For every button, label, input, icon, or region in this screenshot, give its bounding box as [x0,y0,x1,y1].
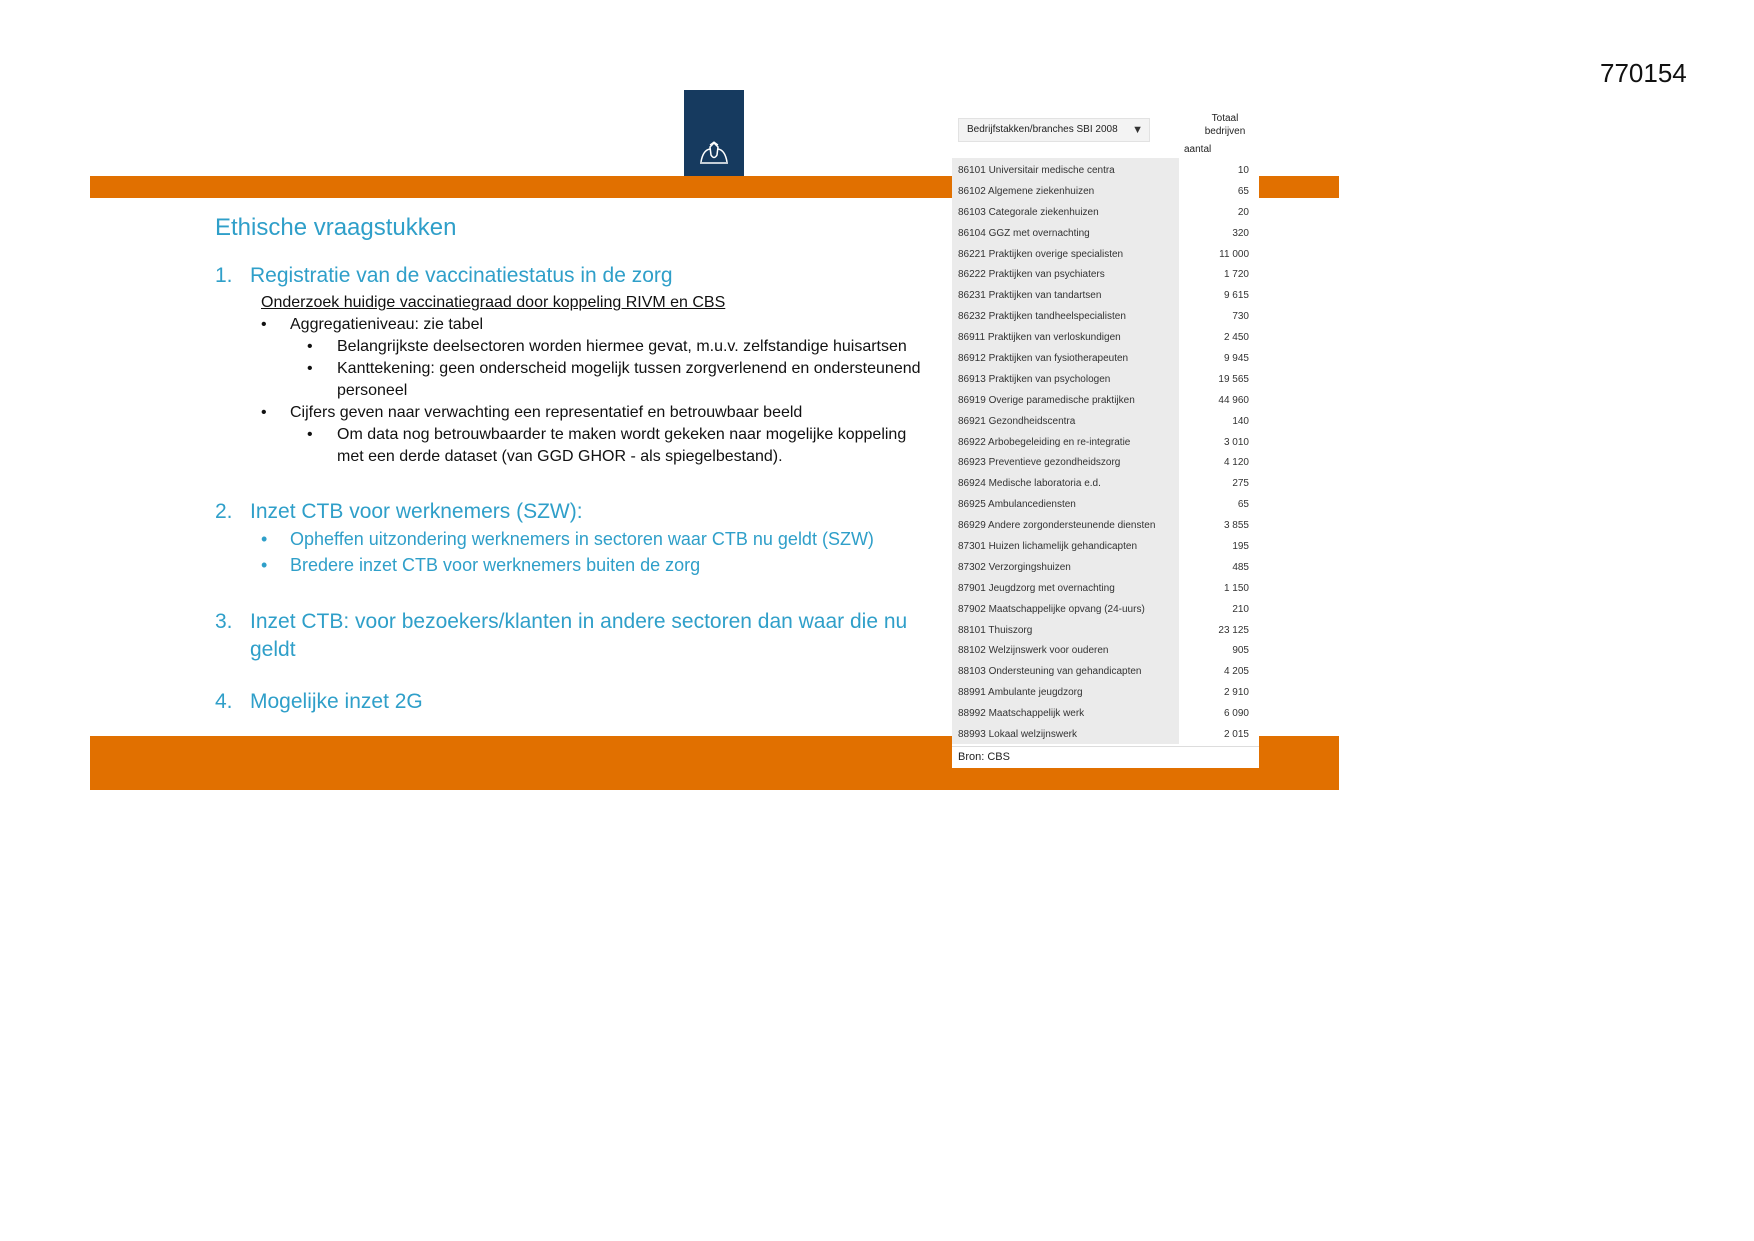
bullet-text: Aggregatieniveau: zie tabel [290,316,484,333]
row-value: 275 [1232,478,1249,490]
row-label: 88991 Ambulante jeugdzorg [958,687,1083,699]
row-value: 2 015 [1223,729,1249,741]
table-row [952,391,1259,412]
section-number: 1. [215,264,233,287]
row-label: 86222 Praktijken van psychiaters [958,269,1105,281]
row-value: 44 960 [1218,394,1249,406]
row-label: 88992 Maatschappelijk werk [958,708,1085,720]
row-label: 87901 Jeugdzorg met overnachting [958,582,1115,594]
row-label: 87902 Maatschappelijke opvang (24-uurs) [958,603,1145,615]
bullet-glyph: • [261,529,268,549]
row-label: 88993 Lokaal welzijnswerk [958,729,1077,741]
table-row [952,307,1259,328]
section-heading [215,608,935,664]
table-row [952,683,1259,704]
bullet-text: Bredere inzet CTB voor werknemers buiten de zorg [290,555,701,575]
row-value: 195 [1232,541,1249,553]
section-heading [215,688,935,716]
table-source: Bron: CBS [952,746,1259,766]
filter-label: Bedrijfstakken/branches SBI 2008 [967,124,1118,135]
row-label: 86922 Arbobegeleiding en re-integratie [958,436,1131,448]
row-label: 86925 Ambulancediensten [958,499,1076,511]
bullet-glyph: • [307,338,313,355]
coat-of-arms-icon [697,140,731,166]
section-number: 4. [215,690,233,713]
bullet-text: Om data nog betrouwbaarder te maken wordt gekeken naar mogelijke koppeling met een derde dataset (van GGD GHOR - als spiegelbestand). [337,426,907,465]
column-header: Totaal bedrijven [1204,113,1246,137]
rijksoverheid-logo [684,90,744,176]
bullet-item [215,314,935,336]
table-row [952,600,1259,621]
bullet-item [215,552,935,578]
sub-bullet-item [215,424,935,468]
sub-bullet-item [215,336,935,358]
slide-title: Ethische vraagstukken [215,214,457,241]
row-value: 1 720 [1223,269,1249,281]
row-label: 86929 Andere zorgondersteunende diensten [958,520,1156,532]
section-heading-text: Inzet CTB voor werknemers (SZW): [250,500,583,523]
row-label: 86104 GGZ met overnachting [958,227,1090,239]
table-row [952,725,1259,746]
row-label: 86102 Algemene ziekenhuizen [958,185,1095,197]
row-value: 65 [1237,185,1249,197]
table-row [952,474,1259,495]
row-value: 3 010 [1223,436,1249,448]
row-value: 6 090 [1223,708,1249,720]
row-label: 88103 Ondersteuning van gehandicapten [958,666,1142,678]
row-value: 140 [1232,415,1249,427]
row-value: 9 945 [1223,353,1249,365]
row-value: 23 125 [1218,624,1249,636]
bullet-item [215,402,935,424]
row-label: 86232 Praktijken tandheelspecialisten [958,311,1126,323]
row-label: 86231 Praktijken van tandartsen [958,290,1102,302]
row-label: 86101 Universitair medische centra [958,165,1115,176]
table-row [952,621,1259,642]
row-label: 86923 Preventieve gezondheidszorg [958,457,1121,469]
row-label: 86221 Praktijken overige specialisten [958,248,1124,260]
sbi-filter-button[interactable] [958,118,1150,142]
row-value: 485 [1232,561,1249,573]
table-row [952,662,1259,683]
table-row [952,537,1259,558]
bullet-text: Kanttekening: geen onderscheid mogelijk tussen zorgverlenend en ondersteunend personeel [337,360,921,399]
section-heading [215,498,935,526]
table-row [952,641,1259,662]
section-number: 2. [215,500,233,523]
row-label: 86921 Gezondheidscentra [958,415,1076,427]
cbs-table-panel [952,108,1259,768]
row-label: 86919 Overige paramedische praktijken [958,394,1135,406]
table-row [952,182,1259,203]
table-row [952,328,1259,349]
row-value: 1 150 [1223,582,1249,594]
table-row [952,224,1259,245]
section-heading-text: Inzet CTB: voor bezoekers/klanten in andere sectoren dan waar die nu geldt [250,610,908,661]
row-value: 4 120 [1223,457,1249,469]
bullet-glyph: • [261,316,267,333]
table-rows [952,161,1259,746]
bullet-text: Belangrijkste deelsectoren worden hiermee gevat, m.u.v. zelfstandige huisartsen [337,338,907,355]
section-heading [215,262,935,290]
row-label: 86103 Categorale ziekenhuizen [958,206,1099,218]
table-row [952,245,1259,266]
document-number: 770154 [1600,58,1687,88]
bullet-glyph: • [307,426,313,443]
table-row [952,579,1259,600]
row-value: 19 565 [1218,373,1249,385]
row-value: 20 [1237,206,1249,218]
table-row [952,495,1259,516]
table-row [952,558,1259,579]
table-row [952,370,1259,391]
bullet-glyph: • [261,404,267,421]
section-heading-text: Mogelijke inzet 2G [250,690,423,713]
row-value: 9 615 [1223,290,1249,302]
table-row [952,203,1259,224]
section-subtitle: Onderzoek huidige vaccinatiegraad door koppeling RIVM en CBS [261,294,726,311]
table-row [952,161,1259,182]
row-value: 2 450 [1223,332,1249,344]
row-value: 11 000 [1219,248,1249,260]
slide-content [215,262,935,716]
bullet-text: Opheffen uitzondering werknemers in sectoren waar CTB nu geldt (SZW) [290,529,874,549]
filter-icon[interactable]: ▼ [1132,124,1143,136]
table-row [952,433,1259,454]
row-label: 87301 Huizen lichamelijk gehandicapten [958,541,1138,553]
row-value: 320 [1232,227,1249,239]
row-value: 65 [1237,499,1249,511]
sub-bullet-item [215,358,935,402]
table-row [952,453,1259,474]
row-label: 88101 Thuiszorg [958,624,1033,636]
table-row [952,265,1259,286]
table-row [952,349,1259,370]
row-value: 4 205 [1223,666,1249,678]
row-label: 87302 Verzorgingshuizen [958,561,1071,573]
row-label: 86912 Praktijken van fysiotherapeuten [958,353,1129,365]
bullet-glyph: • [261,555,268,575]
row-value: 3 855 [1223,520,1249,532]
row-value: 210 [1232,603,1249,615]
row-value: 2 910 [1223,687,1249,699]
row-value: 10 [1237,165,1249,176]
row-value: 730 [1232,311,1249,323]
row-value: 905 [1232,645,1249,657]
bullet-text: Cijfers geven naar verwachting een representatief en betrouwbaar beeld [290,404,803,421]
section-heading-text: Registratie van de vaccinatiestatus in de zorg [250,264,673,287]
row-label: 86924 Medische laboratoria e.d. [958,478,1101,490]
section-number: 3. [215,610,233,633]
table-row [952,516,1259,537]
column-unit: aantal [1184,144,1212,155]
row-label: 86913 Praktijken van psychologen [958,373,1111,385]
row-label: 88102 Welzijnswerk voor ouderen [958,645,1109,657]
bullet-glyph: • [307,360,313,377]
row-label: 86911 Praktijken van verloskundigen [958,332,1121,344]
table-row [952,412,1259,433]
table-row [952,286,1259,307]
table-row [952,704,1259,725]
bullet-item [215,526,935,552]
